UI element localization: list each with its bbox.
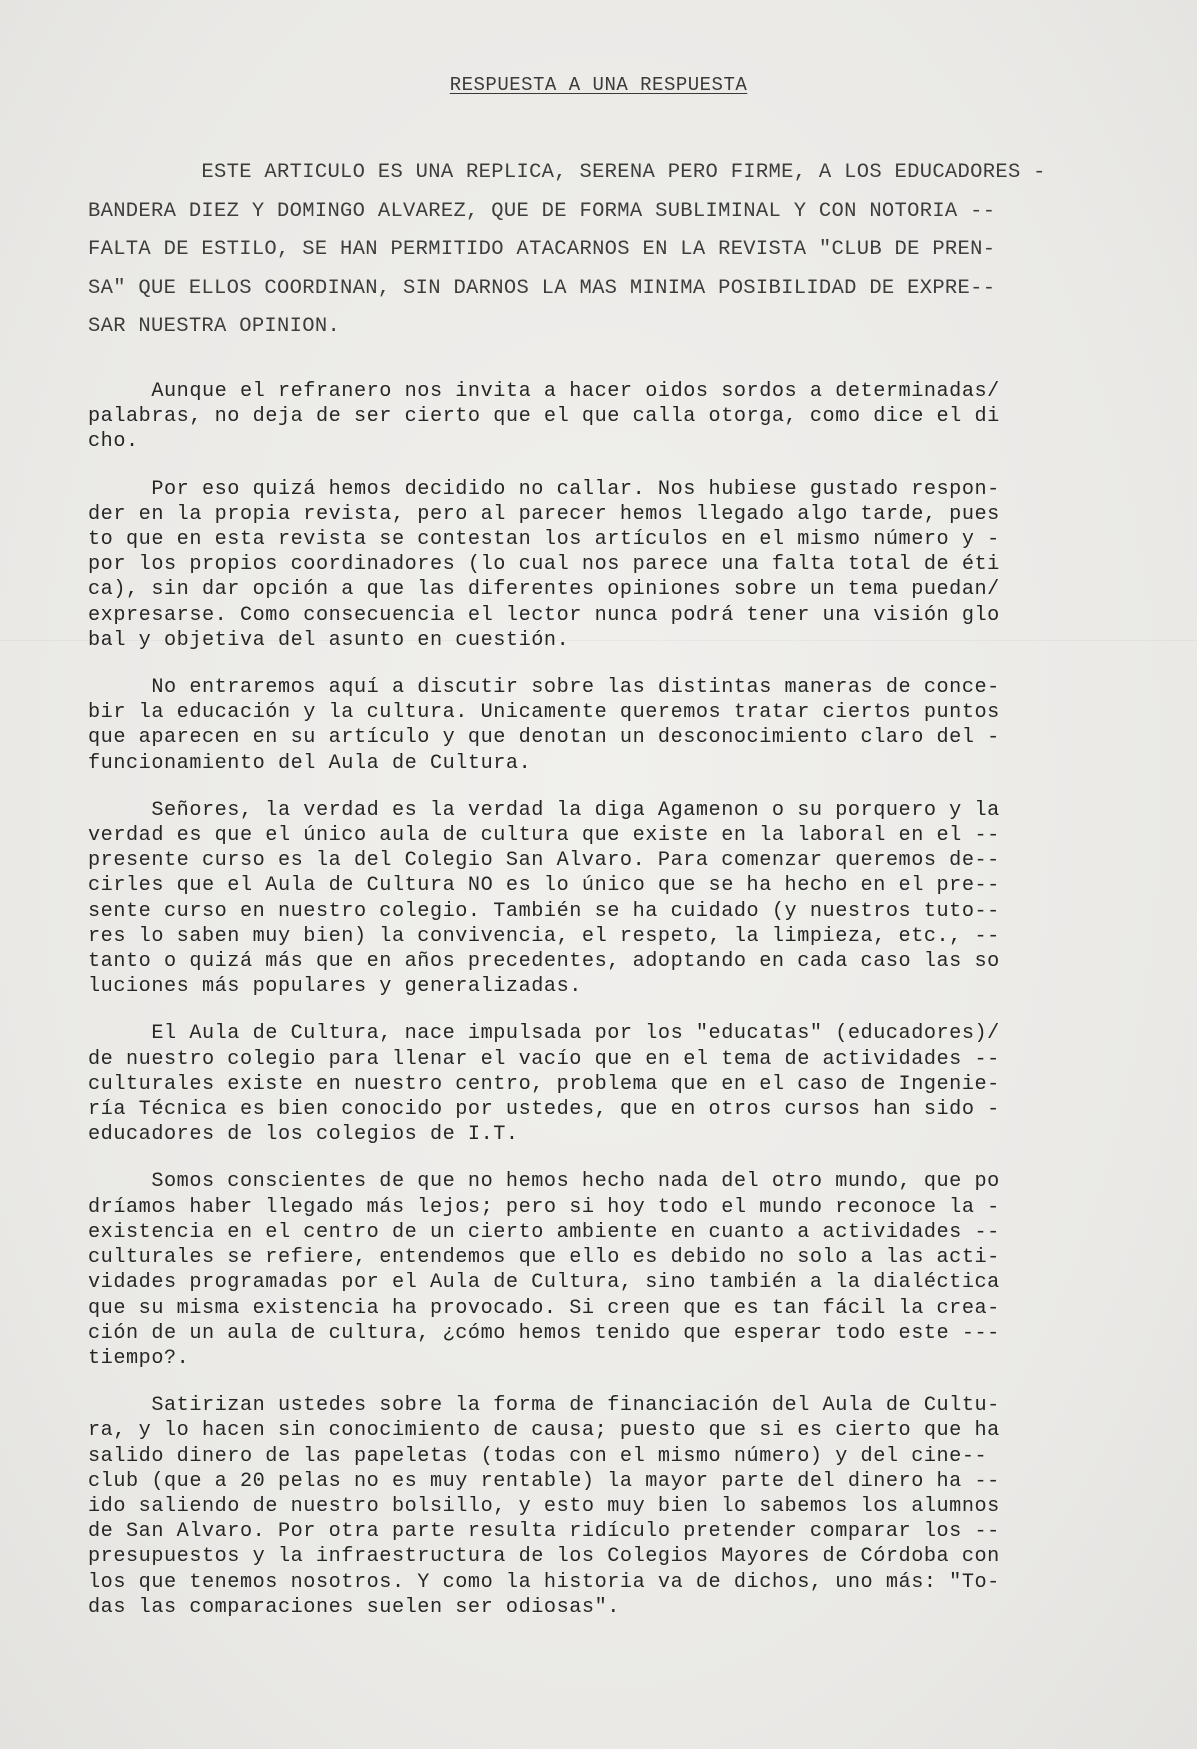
- document-title: RESPUESTA A UNA RESPUESTA: [449, 74, 748, 96]
- text-line: cho.: [88, 430, 139, 454]
- text-line: cirles que el Aula de Cultura NO es lo único que se ha hecho en el pre--: [88, 874, 1000, 898]
- text-line: que aparecen en su artículo y que denotan un desconocimiento claro del -: [88, 726, 1000, 750]
- text-line: ca), sin dar opción a que las diferentes opiniones sobre un tema puedan/: [88, 578, 1000, 602]
- paragraph-6: [88, 1169, 1178, 1371]
- text-line: bir la educación y la cultura. Unicamente queremos tratar ciertos puntos: [88, 701, 1000, 725]
- text-line: que su misma existencia ha provocado. Si creen que es tan fácil la crea-: [88, 1296, 1000, 1320]
- text-line: El Aula de Cultura, nace impulsada por los "educatas" (educadores)/: [88, 1022, 1000, 1046]
- text-line: tanto o quizá más que en años precedentes, adoptando en cada caso las so: [88, 950, 1000, 974]
- text-line: culturales se refiere, entendemos que ello es debido no solo a las acti-: [88, 1246, 1000, 1270]
- intro-line: SAR NUESTRA OPINION.: [88, 315, 341, 338]
- text-line: salido dinero de las papeletas (todas con el mismo número) y del cine--: [88, 1444, 988, 1468]
- text-line: culturales existe en nuestro centro, problema que en el caso de Ingenie-: [88, 1072, 1000, 1096]
- text-line: educadores de los colegios de I.T.: [88, 1123, 519, 1147]
- intro-line: SA" QUE ELLOS COORDINAN, SIN DARNOS LA MAS MINIMA POSIBILIDAD DE EXPRE--: [88, 276, 996, 300]
- text-line: luciones más populares y generalizadas.: [88, 975, 582, 999]
- text-line: presente curso es la del Colegio San Alvaro. Para comenzar queremos de--: [88, 849, 1000, 873]
- text-line: presupuestos y la infraestructura de los Colegios Mayores de Córdoba con: [88, 1545, 1000, 1569]
- text-line: ción de un aula de cultura, ¿cómo hemos tenido que esperar todo este ---: [88, 1321, 1000, 1345]
- text-line: No entraremos aquí a discutir sobre las distintas maneras de conce-: [88, 676, 1000, 700]
- intro-line: BANDERA DIEZ Y DOMINGO ALVAREZ, QUE DE FORMA SUBLIMINAL Y CON NOTORIA --: [88, 199, 996, 223]
- paragraph-3: [88, 675, 1178, 776]
- text-line: dríamos haber llegado más lejos; pero si hoy todo el mundo reconoce la -: [88, 1195, 1000, 1219]
- text-line: los que tenemos nosotros. Y como la historia va de dichos, uno más: "To-: [88, 1570, 1000, 1594]
- text-line: to que en esta revista se contestan los artículos en el mismo número y -: [88, 528, 1000, 552]
- text-line: Aunque el refranero nos invita a hacer oidos sordos a determinadas/: [88, 380, 1000, 403]
- text-line: Satirizan ustedes sobre la forma de financiación del Aula de Cultu-: [88, 1394, 1000, 1418]
- text-line: de San Alvaro. Por otra parte resulta ridículo pretender comparar los --: [88, 1520, 1000, 1544]
- body-text: [88, 379, 1178, 1642]
- text-line: sente curso en nuestro colegio. También se ha cuidado (y nuestros tuto--: [88, 899, 1000, 923]
- paragraph-1: [88, 379, 1178, 455]
- text-line: verdad es que el único aula de cultura que existe en la laboral en el --: [88, 824, 1000, 848]
- paragraph-7: [88, 1393, 1178, 1620]
- paragraph-4: [88, 798, 1178, 1000]
- text-line: Por eso quizá hemos decidido no callar. Nos hubiese gustado respon-: [88, 477, 1000, 501]
- text-line: ra, y lo hacen sin conocimiento de causa; puesto que si es cierto que ha: [88, 1419, 1000, 1443]
- text-line: Señores, la verdad es la verdad la diga Agamenon o su porquero y la: [88, 798, 1000, 822]
- text-line: club (que a 20 pelas no es muy rentable) la mayor parte del dinero ha --: [88, 1469, 1000, 1493]
- text-line: tiempo?.: [88, 1346, 190, 1370]
- text-line: ría Técnica es bien conocido por ustedes, que en otros cursos han sido -: [88, 1098, 1000, 1122]
- text-line: res lo saben muy bien) la convivencia, el respeto, la limpieza, etc., --: [88, 924, 1000, 948]
- paragraph-2: [88, 477, 1178, 653]
- text-line: expresarse. Como consecuencia el lector nunca podrá tener una visión glo: [88, 603, 1000, 627]
- text-line: ido saliendo de nuestro bolsillo, y esto muy bien lo sabemos los alumnos: [88, 1494, 1000, 1518]
- paragraph-5: [88, 1021, 1178, 1147]
- text-line: funcionamiento del Aula de Cultura.: [88, 751, 532, 775]
- text-line: vidades programadas por el Aula de Cultura, sino también a la dialéctica: [88, 1271, 1000, 1295]
- text-line: de nuestro colegio para llenar el vacío que en el tema de actividades --: [88, 1047, 1000, 1071]
- intro-line: FALTA DE ESTILO, SE HAN PERMITIDO ATACARNOS EN LA REVISTA "CLUB DE PREN-: [88, 238, 996, 261]
- text-line: das las comparaciones suelen ser odiosas".: [88, 1595, 620, 1619]
- text-line: por los propios coordinadores (lo cual nos parece una falta total de éti: [88, 553, 1000, 577]
- text-line: bal y objetiva del asunto en cuestión.: [88, 628, 570, 652]
- intro-line: ESTE ARTICULO ES UNA REPLICA, SERENA PERO FIRME, A LOS EDUCADORES -: [88, 161, 1046, 184]
- text-line: der en la propia revista, pero al parecer hemos llegado algo tarde, pues: [88, 502, 1000, 526]
- text-line: palabras, no deja de ser cierto que el que calla otorga, como dice el di: [88, 405, 1000, 429]
- text-line: existencia en el centro de un cierto ambiente en cuanto a actividades --: [88, 1220, 1000, 1244]
- intro-paragraph: [88, 154, 1178, 347]
- text-line: Somos conscientes de que no hemos hecho nada del otro mundo, que po: [88, 1170, 1000, 1194]
